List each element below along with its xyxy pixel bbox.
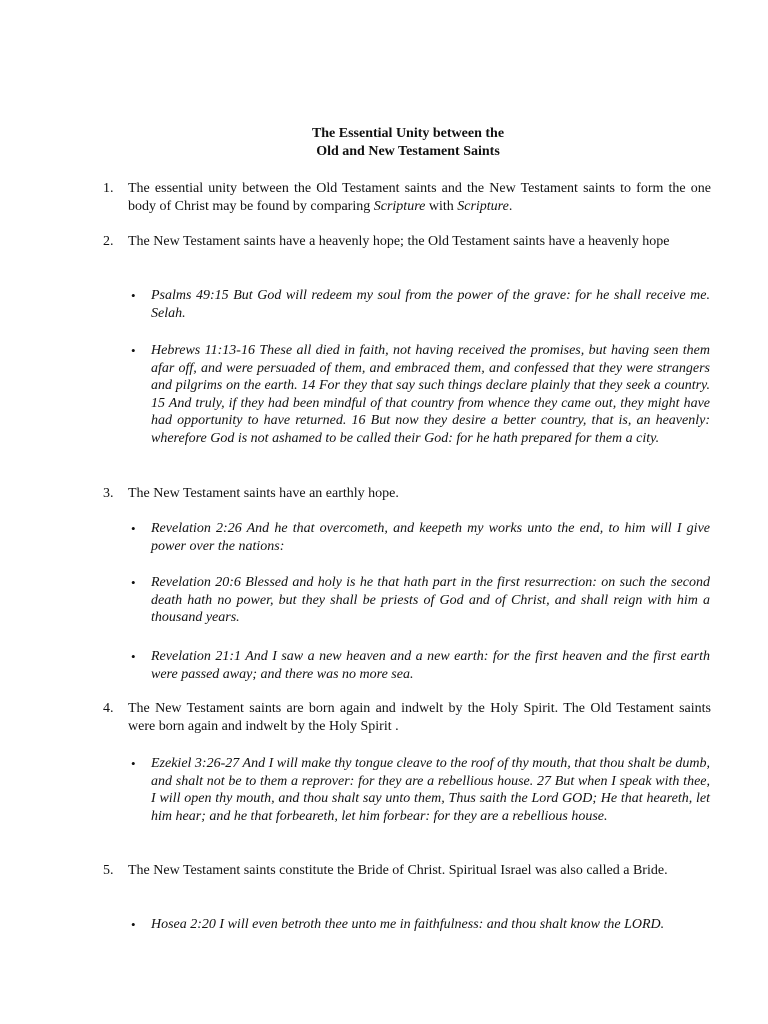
list-number: 2. <box>103 234 114 249</box>
text-run: The essential unity between the Old Testament saints and the New Testament saints to form the one body of Christ may be found by comparing <box>128 181 711 214</box>
bullet-icon: • <box>131 288 136 303</box>
bullet-item <box>128 342 710 447</box>
scripture-quote: Revelation 21:1 And I saw a new heaven and a new earth: for the first heaven and the first earth were passed away; and there was no more sea. <box>151 649 710 682</box>
bullet-item <box>128 520 710 555</box>
list-number: 5. <box>103 863 114 878</box>
bullet-item <box>128 755 710 825</box>
list-item-2 <box>103 233 711 251</box>
title-line-2: Old and New Testament Saints <box>316 144 500 159</box>
scripture-quote: Revelation 2:26 And he that overcometh, and keepeth my works unto the end, to him will I give power over the nations: <box>151 521 710 554</box>
bullet-icon: • <box>131 756 136 771</box>
list-item-4 <box>103 700 711 735</box>
title-line-1: The Essential Unity between the <box>311 126 505 141</box>
scripture-quote: Psalms 49:15 But God will redeem my soul from the power of the grave: for he shall receive me. Selah. <box>151 288 710 321</box>
scripture-quote: Hosea 2:20 I will even betroth thee unto me in faithfulness: and thou shalt know the LORD. <box>151 917 665 932</box>
list-item-text: The New Testament saints are born again and indwelt by the Holy Spirit. The Old Testament saints were born again and indwelt by the Holy Spirit . <box>128 701 711 734</box>
scripture-quote: Hebrews 11:13-16 These all died in faith, not having received the promises, but having seen them afar off, and were persuaded of them, and embraced them, and confessed that they were strangers and pilgrims on the earth. 14 For they that say such things declare plainly that they seek a country. 15 And truly, if they had been mindful of that country from whence they came out, they might have had opportunity to have returned. 16 But now they desire a better country, that is, an heavenly: wherefore God is not ashamed to be called their God: for he hath prepared for them a city. <box>151 343 710 446</box>
list-item-text: The New Testament saints have a heavenly hope; the Old Testament saints have a heavenly hope <box>128 234 670 249</box>
bullet-icon: • <box>131 521 136 536</box>
bullet-item <box>128 648 710 683</box>
list-number: 4. <box>103 701 114 716</box>
list-item-text <box>128 180 711 215</box>
bullet-icon: • <box>131 575 136 590</box>
emphasis-scripture: Scripture <box>373 198 426 214</box>
scripture-quote: Ezekiel 3:26-27 And I will make thy tongue cleave to the roof of thy mouth, that thou shalt be dumb, and shalt not be to them a reprover: for they are a rebellious house. 27 But when I speak with thee, I will open thy mouth, and thou shalt say unto them, Thus saith the Lord GOD; He that heareth, let him hear; and he that forbeareth, let him forbear: for they are a rebellious house. <box>151 756 710 824</box>
text-run: . <box>508 198 513 214</box>
list-item-1 <box>103 180 711 215</box>
bullet-icon: • <box>131 917 136 932</box>
list-item-text: The New Testament saints constitute the Bride of Christ. Spiritual Israel was also called a Bride. <box>128 863 668 878</box>
text-run: with <box>425 198 458 214</box>
list-item-3 <box>103 485 711 503</box>
bullet-item <box>128 916 710 934</box>
bullet-icon: • <box>131 343 136 358</box>
list-item-5 <box>103 862 711 880</box>
list-number: 3. <box>103 486 114 501</box>
bullet-item <box>128 287 710 322</box>
list-number: 1. <box>103 181 114 196</box>
emphasis-scripture: Scripture <box>457 198 509 214</box>
scripture-quote: Revelation 20:6 Blessed and holy is he that hath part in the first resurrection: on such the second death hath no power, but they shall be priests of God and of Christ, and shall reign with him a thousand years. <box>151 575 710 625</box>
bullet-item <box>128 574 710 627</box>
list-item-text: The New Testament saints have an earthly hope. <box>128 486 399 501</box>
document-title <box>0 125 768 161</box>
bullet-icon: • <box>131 649 136 664</box>
